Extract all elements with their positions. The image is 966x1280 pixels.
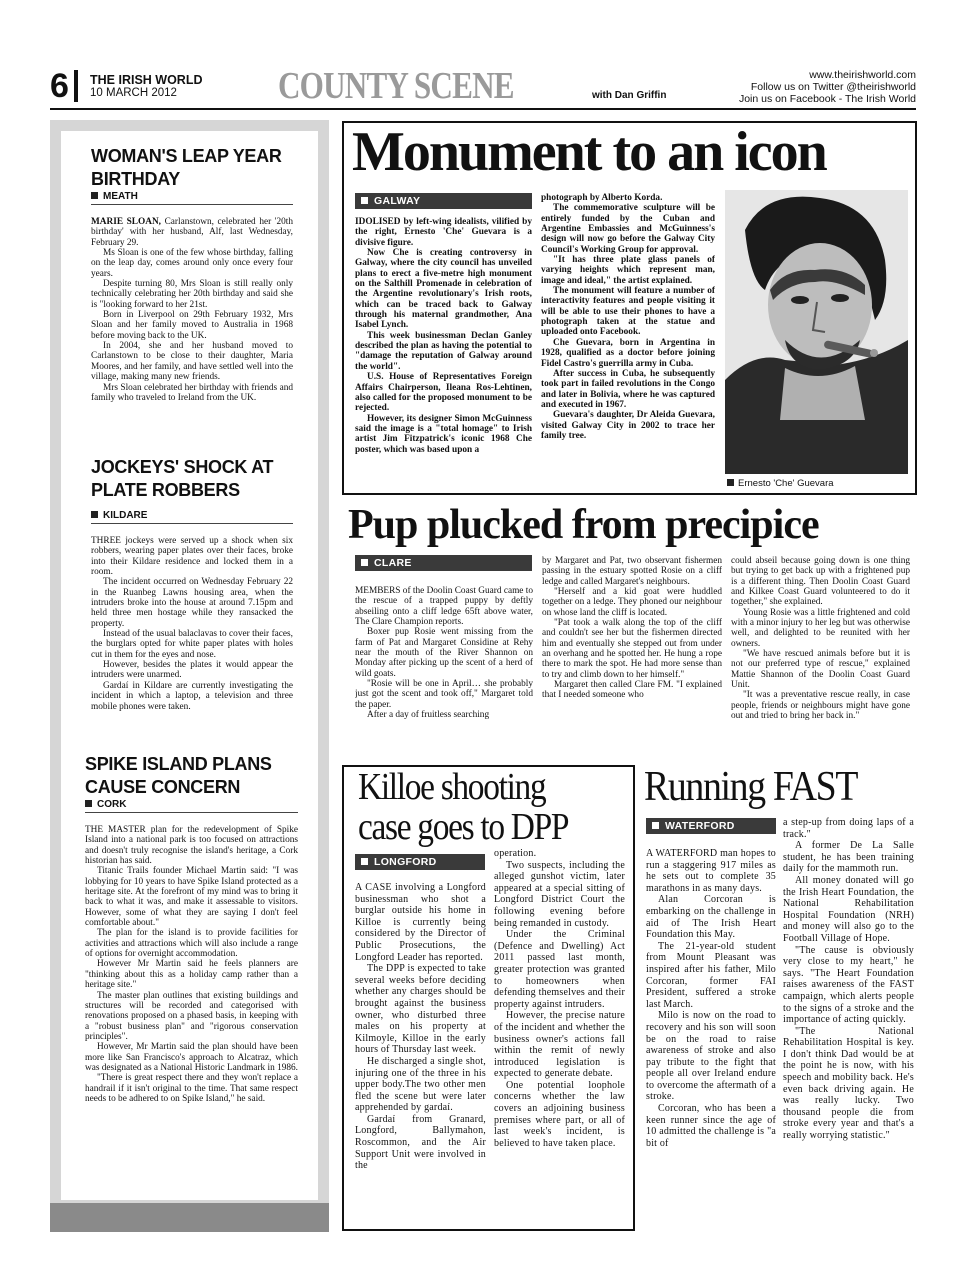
paragraph: THE MASTER plan for the redevelopment of Spike Island into a national park is too focused on attractions and doesn't truly recognise the island's heritage, a Cork historian has said. (85, 825, 298, 867)
header-divider (74, 70, 78, 102)
photo-caption: Ernesto 'Che' Guevara (727, 478, 834, 489)
pup-col1 (355, 586, 533, 748)
paragraph: Alan Corcoran is embarking on the challenge in aid of The Irish Heart Foundation this May. (646, 894, 776, 941)
paragraph: "Pat took a walk along the top of the cliff and couldn't see her but the fishermen directed him and eventually she stepped out from under an overhang and he spotted her. He hung a rope there to mark the spot. He had more sense than to try and climb down to her himself." (542, 618, 722, 680)
paragraph: However Mr Martin said he feels planners are "thinking about this as a holiday camp rather than a heritage site." (85, 959, 298, 991)
portrait-illustration (725, 190, 908, 474)
paper-name: THE IRISH WORLD (90, 73, 203, 87)
paragraph: A former De La Salle student, he has been training daily for the mammoth run. (783, 840, 914, 875)
monument-headline: Monument to an icon (352, 121, 826, 183)
spike-island-story (85, 753, 298, 1104)
pup-col3 (731, 556, 910, 748)
location-tag: WATERFORD (646, 818, 776, 834)
paragraph: However, the precise nature of the incident and whether the business owner's actions fall within the remit of newly introduced legislation is expected to generate debate. (494, 1010, 625, 1080)
paragraph: operation. (494, 848, 537, 859)
paragraph: Instead of the usual balaclavas to cover their faces, the burglars opted for white paper plates with holes cut in them for the eyes and nose. (91, 629, 293, 660)
paragraph: by Margaret and Pat, two observant fishermen passing in the estuary spotted Rosie on a cliff ledge and called Margaret's neighbours. (542, 556, 722, 587)
paragraph: MARIE SLOAN, Carlanstown, celebrated her '20th birthday' with her husband, Alf, last Wednesday, February 29. (91, 217, 293, 248)
section-byline: with Dan Griffin (592, 90, 667, 101)
paragraph: Gardaí in Kildare are currently investigating the incident in which a laptop, a television and three mobile phones were taken. (91, 680, 293, 712)
paragraph: Margaret then called Clare FM. "I explained that I needed someone who (542, 680, 722, 701)
paragraph: Ms Sloan is one of the few whose birthday, falling on the leap day, comes around only once every four years. (91, 248, 293, 279)
paragraph: "It has three plate glass panels of varying heights which represent man, image and ideal," the artist explained. (541, 255, 715, 286)
paragraph: He discharged a single shot, injuring one of the three in his upper body.The two other men fled the scene but were later apprehended by gardaí. (355, 1055, 486, 1114)
paragraph: A WATERFORD man hopes to run a staggering 917 miles as he sets out to complete 35 marathons in as many days. (646, 848, 776, 894)
paragraph: Boxer pup Rosie went missing from the farm of Pat and Margaret Considine at Rehy near the mouth of the River Shannon on Monday after picking up the scent of a herd of wild goats. (355, 627, 533, 679)
running-col2 (783, 817, 914, 1225)
paragraph: a step-up from doing laps of a track." (783, 817, 914, 840)
paragraph: The incident occurred on Wednesday February 22 in the Ruanbeg Lawns housing area, when the intruders broke into the house at around 7.15pm and held three men hostage while they ransacked the property. (91, 577, 293, 629)
paragraph: could abseil because going down is one thing but trying to get back up with a frightened pup is a different thing. Then Doolin Coast Guard and Kilkee Coast Guard volunteered to do it together," she explained. (731, 556, 910, 608)
pup-headline: Pup plucked from precipice (348, 502, 819, 548)
paragraph: A CASE involving a Longford businessman who shot a burglar outside his home in Killoe is currently being considered by the Director of Public Prosecutions, the Longford Leader has reported. (355, 882, 486, 963)
masthead (50, 66, 916, 106)
paragraph: After a day of fruitless searching (367, 710, 490, 721)
monument-col2 (541, 193, 715, 489)
caption-marker (727, 479, 734, 486)
leap-year-story (91, 145, 293, 403)
section-title: COUNTY SCENE (278, 65, 514, 107)
location-tag: CORK (85, 799, 298, 813)
paragraph: photograph by Alberto Korda. (541, 193, 663, 203)
paragraph: The 21-year-old student from Mount Pleasant was inspired after his father, Milo Corcoran, former FAI President, suffered a stroke last March. (646, 940, 776, 1010)
paragraph: Guevara's daughter, Dr Aleida Guevara, visited Galway City in 2002 to trace her family tree. (541, 410, 715, 441)
paragraph: The monument will feature a number of interactivity features and people visiting it will be able to use their phones to have a photograph taken at the statue and uploaded onto Facebook. (541, 286, 715, 338)
paragraph: However, its designer Simon McGuinness said the image is a "total homage" to Irish artist Jim Fitzpatrick's iconic 1968 Che poster, which was based upon a (355, 413, 532, 455)
paragraph: All money donated will go the Irish Heart Foundation, the National Rehabilitation Hospital Foundation (NRH) and money will also go to the Football Village of Hope. (783, 874, 914, 944)
killoe-headline-line1: Killoe shooting (358, 766, 546, 808)
story-headline: WOMAN'S LEAP YEAR BIRTHDAY (91, 146, 282, 189)
site-url[interactable]: www.theirishworld.com (809, 69, 916, 81)
story-headline: JOCKEYS' SHOCK AT PLATE ROBBERS (91, 457, 274, 500)
page-number: 6 (50, 67, 69, 105)
location-tag: LONGFORD (355, 854, 485, 870)
paragraph: The commemorative sculpture will be entirely funded by the Cuban and Argentine Embassies and McGuinness's design will now go before the Galway City Council's Working Group for approval. (541, 203, 715, 255)
paragraph: Two suspects, including the alleged gunshot victim, later appeared at a special sitting of Longford District Court the following evening before being remanded in custody. (494, 859, 625, 929)
location-tag: CLARE (355, 555, 532, 571)
paragraph: Titanic Trails founder Michael Martin said: "I was lobbying for 10 years to have Spike Island protected as a heritage site. At the forefront of my mind was to bring it back to what it was, and make it assessable to visitors. However, some of what they are saying I don't feel comfortable about." (85, 866, 298, 929)
paragraph: MEMBERS of the Doolin Coast Guard came to the rescue of a trapped puppy by deftly abseiling onto a cliff ledge 65ft above water, The Clare Champion reports. (355, 586, 533, 628)
paragraph: However, besides the plates it would appear the intruders were unarmed. (91, 660, 293, 681)
monument-col1 (355, 217, 532, 489)
paragraph: U.S. House of Representatives Foreign Affairs Chairperson, Ileana Ros-Lehtinen, also called for the proposed monument to be rejected. (355, 372, 532, 414)
paragraph: The DPP is expected to take several weeks before deciding whether any charges should be brought against the business owner, who disturbed three males on his property at Kilmoyle, Killoe in the early hours of Thursday last week. (355, 963, 486, 1056)
paragraph: Young Rosie was a little frightened and cold with a minor injury to her leg but was otherwise well, and delighted to be reunited with her owners. (731, 607, 910, 649)
paragraph: This week businessman Declan Ganley described the plan as having the potential to "damage the reputation of Galway around the world". (355, 330, 532, 372)
facebook-link[interactable]: Join us on Facebook - The Irish World (738, 93, 916, 105)
paragraph: Mrs Sloan celebrated her birthday with friends and family who traveled to Ireland from the UK. (91, 382, 293, 403)
paragraph: "The cause is obviously very close to my heart," he says. "The Heart Foundation raises awareness of the FAST campaign, which alerts people to the signs of a stroke and the importance of acting quickly. (783, 944, 914, 1026)
killoe-headline-line2: case goes to DPP (358, 806, 569, 848)
paragraph: After success in Cuba, he subsequently took part in failed revolutions in the Congo and later in Bolivia, where he was captured and executed in 1967. (541, 368, 715, 410)
killoe-col1 (355, 882, 486, 1225)
paragraph: Che Guevara, born in Argentina in 1928, qualified as a doctor before joining Fidel Castro's guerrilla army in Cuba. (541, 337, 715, 369)
paragraph: Milo is now on the road to recovery and his son will soon be on the road to raise awareness of stroke and also pay tribute to the fight that people all over Ireland endure to overcome the aftermath of a stroke. (646, 1010, 776, 1103)
paragraph: "We have rescued animals before but it is not our preferred type of rescue," explained Mattie Shannon of the Doolin Coast Guard Unit. (731, 649, 910, 691)
running-col1 (646, 848, 776, 1225)
paragraph: The master plan outlines that existing buildings and structures will be recorded and categorised with renovations proposed on a phased basis, in keeping with a "robust business plan" and "rigorous conservation principles". (85, 990, 298, 1042)
paragraph: Despite turning 80, Mrs Sloan is still really only technically celebrating her 20th birthday and said she is "looking forward to her 21st. (91, 279, 293, 310)
running-headline: Running FAST (644, 764, 858, 810)
paragraph: Gardaí from Granard, Longford, Ballymahon, Roscommon, and the Air Support Unit were involved in the (355, 1113, 486, 1172)
killoe-col2 (494, 848, 625, 1225)
header-rule (50, 108, 916, 110)
location-tag: GALWAY (355, 193, 532, 209)
pup-col2 (542, 556, 722, 748)
jockeys-story (91, 456, 293, 712)
issue-date: 10 MARCH 2012 (90, 87, 177, 99)
paragraph: Under the Criminal (Defence and Dwelling) Act 2011 passed last month, greater protection was granted to homeowners when defending themselves and their property against intruders. (494, 929, 625, 1010)
paragraph: "The National Rehabilitation Hospital is key. I don't think Dad would be at the point he is now, with his speech and mobility back. He's even back driving again. He was really lucky. Two thousand people die from stroke every year and that's a really worrying statistic." (783, 1025, 914, 1142)
sidebar-bottom-bar (50, 1203, 329, 1232)
paragraph: "It was a preventative rescue really, in case people, friends or neighbours might have gone out and tried to bring her back in." (731, 690, 910, 722)
story-headline: SPIKE ISLAND PLANS CAUSE CONCERN (85, 754, 272, 797)
paragraph: Now Che is creating controversy in Galway, where the city council has unveiled plans to erect a five-metre high monument on the Salthill Promenade in celebration of the Argentine revolutionary's Irish roots, which can be traced back to Galway through his maternal grandmother, Ana Isabel Lynch. (355, 248, 532, 331)
paragraph: One potential loophole concerns whether the law covers an adjoining business premises where part, or all of last week's incident, is believed to have taken place. (494, 1079, 625, 1149)
paragraph: "Rosie will be one in April… she probably just got the scent and took off," Margaret told the paper. (355, 679, 533, 710)
paragraph: However, Mr Martin said the plan should have been more like San Francisco's approach to Alcatraz, which was designated as a National Historic Landmark in 1986. (85, 1042, 298, 1073)
paragraph: IDOLISED by left-wing idealists, vilified by the right, Ernesto 'Che' Guevara is a divisive figure. (355, 217, 532, 248)
paragraph: The plan for the island is to provide facilities for activities and attractions which will also include a range of options for overnight accommodation. (85, 928, 298, 960)
location-tag: MEATH (91, 191, 293, 205)
paragraph: "There is great respect there and they won't replace a handrail if it isn't original to the time. That same respect needs to be adhered to on Spike Island," he said. (85, 1073, 298, 1104)
location-tag: KILDARE (91, 510, 293, 524)
paragraph: Corcoran, who has been a keen runner since the age of 10 admitted the challenge is "a bit of (646, 1103, 776, 1149)
paragraph: THREE jockeys were served up a shock when six robbers, wearing paper plates over their faces, broke into their Kildare residence and locked them in a room. (91, 536, 293, 578)
paragraph: "Herself and a kid goat were huddled together on a ledge. They phoned our neighbour on whose land the cliff is located. (542, 587, 722, 618)
paragraph: In 2004, she and her husband moved to Carlanstown to be close to their daughter, Maria Moores, and her family, and have settled well into the village, making many new friends. (91, 341, 293, 383)
paragraph: Born in Liverpool on 29th February 1932, Mrs Sloan and her family moved to Australia in 1968 before moving back to the UK. (91, 310, 293, 341)
che-guevara-photo (725, 190, 908, 474)
twitter-link[interactable]: Follow us on Twitter @theirishworld (750, 81, 916, 93)
